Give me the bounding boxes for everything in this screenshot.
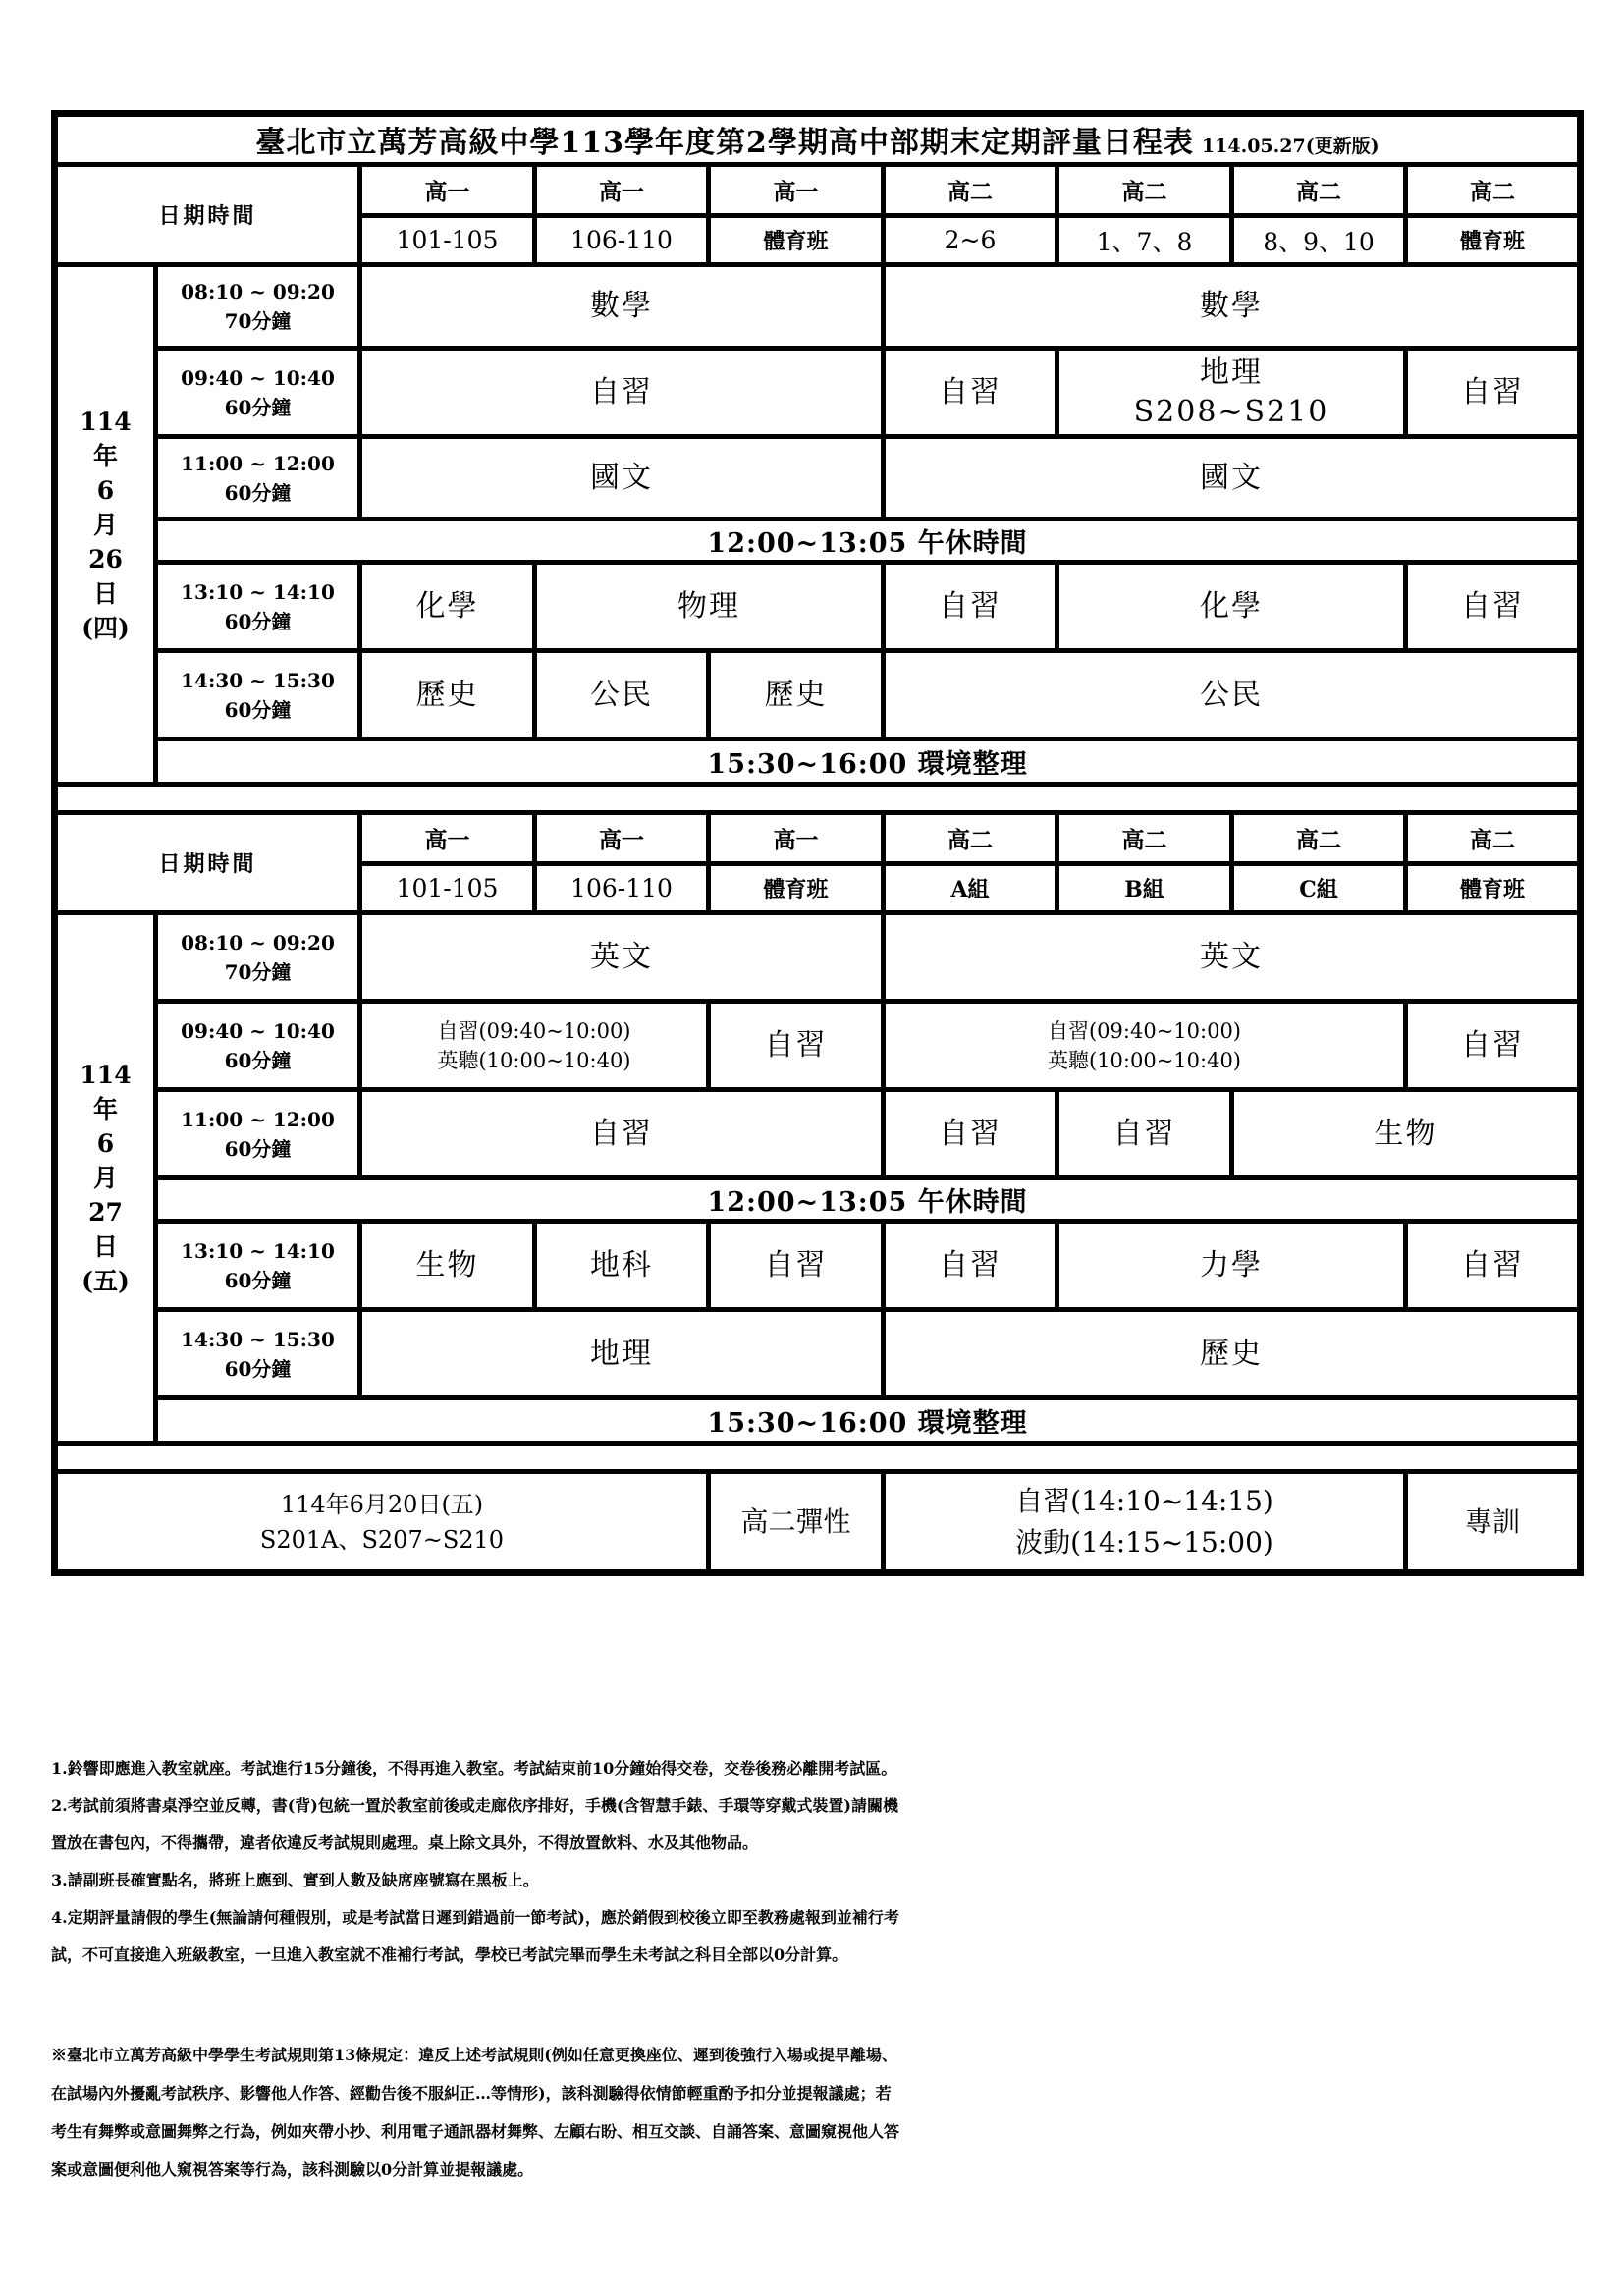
note-line: 置放在書包內，不得攜帶，違者依違反考試規則處理。桌上除文具外，不得放置飲料、水及其他物品。 [51,1833,759,1852]
extra-date: 114年6月20日(五) [280,1490,484,1518]
subject-cell [1057,349,1406,437]
subject-cell [360,1002,709,1090]
class-header: A組 [884,864,1057,913]
day1-period-2 [55,349,1581,437]
class-header: 106-110 [535,864,709,913]
schedule-line: 自習(14:10~14:15) [1015,1484,1273,1517]
day1-period-5 [55,651,1581,739]
date-month: 6 [96,1129,115,1158]
schedule-table [51,110,1584,1576]
subject-cell: 歷史 [884,1310,1581,1398]
date-year-unit: 年 [92,441,118,470]
date-year: 114 [80,1061,132,1089]
day2-lunch-row [55,1178,1581,1222]
class-header: C組 [1232,864,1406,913]
day1-grade-header [55,165,1581,216]
rule-line: 考生有舞弊或意圖舞弊之行為，例如夾帶小抄、利用電子通訊器材舞弊、左顧右盼、相互交談、自誦答案、意圖窺視他人答 [51,2122,900,2141]
subject-cell: 國文 [884,437,1581,519]
subject-cell: 自習 [1406,563,1581,651]
time-range: 08:10 ~ 09:20 [181,930,335,955]
day1-period-4 [55,563,1581,651]
grade-header: 高二 [1232,813,1406,864]
schedule-title [55,114,1581,165]
class-header: 101-105 [360,864,535,913]
date-month-unit: 月 [92,510,118,539]
session-line: 英聽(10:00~10:40) [437,1048,631,1072]
schedule-line: 波動(14:15~15:00) [1015,1525,1273,1558]
date-day: 27 [88,1198,123,1227]
rule-line: 在試場內外擾亂考試秩序、影響他人作答、經勸告後不服糾正…等情形)，該科測驗得依情節輕重酌予扣分並提報議處；若 [51,2084,892,2103]
class-header: 體育班 [1406,216,1581,265]
day2-period-1 [55,913,1581,1002]
subject-cell: 自習 [884,1090,1057,1178]
note-line: 4.定期評量請假的學生(無論請何種假別，或是考試當日遲到錯過前一節考試)，應於銷假到校後立即至教務處報到並補行考 [51,1908,899,1927]
lunch-break: 12:00~13:05 午休時間 [156,1178,1581,1222]
session-line: 自習(09:40~10:00) [1047,1018,1242,1043]
date-time-header: 日期時間 [55,813,360,913]
grade-header: 高二 [1057,165,1232,216]
date-weekday: (五) [81,1267,130,1295]
duration: 60分鐘 [224,1356,292,1381]
subject-cell: 力學 [1057,1222,1406,1310]
date-year-unit: 年 [92,1095,118,1123]
date-month: 6 [96,475,115,505]
subject-cell: 化學 [360,563,535,651]
class-header: 1、7、8 [1057,216,1232,265]
exam-schedule [51,110,1577,1576]
extra-activity: 專訓 [1406,1472,1581,1573]
period-time [156,349,360,437]
title-row [55,114,1581,165]
day2-period-4 [55,1222,1581,1310]
subject-cell: 化學 [1057,563,1406,651]
period-time [156,651,360,739]
subject-cell: 英文 [884,913,1581,1002]
subject-cell: 自習 [709,1222,884,1310]
time-range: 13:10 ~ 14:10 [181,1238,335,1263]
day2-grade-header [55,813,1581,864]
duration: 60分鐘 [224,1268,292,1292]
subject-cell: 物理 [535,563,884,651]
title-main: 臺北市立萬芳高級中學113學年度第2學期高中部期末定期評量日程表 [255,126,1194,160]
spacer-row [55,1444,1581,1472]
day2-period-2 [55,1002,1581,1090]
subject-cell: 生物 [1232,1090,1581,1178]
grade-header: 高二 [1406,813,1581,864]
subject-cell: 數學 [360,265,884,349]
subject-cell: 自習 [1406,1222,1581,1310]
duration: 70分鐘 [224,959,292,984]
room-range: S208~S210 [1133,394,1329,429]
extra-date-rooms [55,1472,709,1573]
note-line: 1.鈴響即應進入教室就座。考試進行15分鐘後，不得再進入教室。考試結束前10分鐘始得交卷，交卷後務必離開考試區。 [51,1759,897,1777]
day1-period-3 [55,437,1581,519]
grade-header: 高二 [884,813,1057,864]
duration: 60分鐘 [224,609,292,633]
session-line: 自習(09:40~10:00) [437,1018,631,1043]
period-time [156,563,360,651]
period-time [156,1090,360,1178]
class-header: 106-110 [535,216,709,265]
date-weekday: (四) [81,613,130,642]
subject-cell: 歷史 [709,651,884,739]
subject-cell: 自習 [1406,349,1581,437]
duration: 60分鐘 [224,395,292,419]
grade-header: 高二 [884,165,1057,216]
grade-header: 高一 [535,165,709,216]
date-day-unit: 日 [92,1232,118,1261]
class-header: 體育班 [1406,864,1581,913]
note-line: 3.請副班長確實點名，將班上應到、實到人數及缺席座號寫在黑板上。 [51,1871,539,1889]
grade-header: 高一 [535,813,709,864]
duration: 70分鐘 [224,309,292,333]
period-time [156,1002,360,1090]
period-time [156,1222,360,1310]
day1-date [55,265,156,785]
subject-cell: 自習 [884,349,1057,437]
subject-cell: 公民 [884,651,1581,739]
note-line: 試，不可直接進入班級教室，一旦進入教室就不准補行考試，學校已考試完畢而學生未考試之科目全部以0分計算。 [51,1945,848,1964]
extra-session-row [55,1472,1581,1573]
subject-cell: 自習 [709,1002,884,1090]
date-month-unit: 月 [92,1164,118,1192]
subject-cell: 國文 [360,437,884,519]
exam-rule-note [51,2036,1583,2189]
subject-cell: 自習 [360,1090,884,1178]
subject-cell: 自習 [1406,1002,1581,1090]
day2-date [55,913,156,1444]
extra-schedule [884,1472,1406,1573]
period-time [156,265,360,349]
subject-cell: 英文 [360,913,884,1002]
time-range: 14:30 ~ 15:30 [181,668,335,692]
grade-header: 高二 [1232,165,1406,216]
day1-cleanup-row [55,739,1581,785]
grade-header: 高二 [1406,165,1581,216]
day2-period-5 [55,1310,1581,1398]
subject-cell: 公民 [535,651,709,739]
subject-cell: 自習 [360,349,884,437]
note-line: 2.考試前須將書桌淨空並反轉，書(背)包統一置於教室前後或走廊依序排好，手機(含智慧手錶、手環等穿戴式裝置)請關機 [51,1796,898,1815]
date-day: 26 [88,544,123,574]
class-header: 2~6 [884,216,1057,265]
class-header: 8、9、10 [1232,216,1406,265]
time-range: 14:30 ~ 15:30 [181,1327,335,1351]
session-line: 英聽(10:00~10:40) [1047,1048,1242,1072]
grade-header: 高二 [1057,813,1232,864]
time-range: 13:10 ~ 14:10 [181,579,335,604]
grade-header: 高一 [360,165,535,216]
grade-header: 高一 [709,165,884,216]
time-range: 11:00 ~ 12:00 [181,451,335,475]
subject-cell: 生物 [360,1222,535,1310]
subject-cell [884,1002,1406,1090]
grade-header: 高一 [360,813,535,864]
lunch-break: 12:00~13:05 午休時間 [156,519,1581,563]
cleanup-time: 15:30~16:00 環境整理 [156,1398,1581,1444]
extra-group: 高二彈性 [709,1472,884,1573]
spacer [55,1444,1581,1472]
duration: 60分鐘 [224,1048,292,1072]
subject-cell: 自習 [884,563,1057,651]
day2-period-3 [55,1090,1581,1178]
date-year: 114 [80,407,132,436]
time-range: 09:40 ~ 10:40 [181,365,335,390]
duration: 60分鐘 [224,1136,292,1161]
rule-line: 案或意圖便利他人窺視答案等行為，該科測驗以0分計算並提報議處。 [51,2160,534,2179]
day2-cleanup-row [55,1398,1581,1444]
time-range: 08:10 ~ 09:20 [181,280,335,303]
title-version: 114.05.27(更新版) [1201,136,1380,157]
class-header: B組 [1057,864,1232,913]
cleanup-time: 15:30~16:00 環境整理 [156,739,1581,785]
time-range: 11:00 ~ 12:00 [181,1107,335,1131]
extra-rooms: S201A、S207~S210 [259,1525,505,1554]
subject-cell: 自習 [1057,1090,1232,1178]
date-day-unit: 日 [92,578,118,608]
subject-cell: 自習 [884,1222,1057,1310]
day1-lunch-row [55,519,1581,563]
grade-header: 高一 [709,813,884,864]
subject-name: 地理 [1200,355,1263,390]
spacer-row [55,785,1581,813]
day1-period-1 [55,265,1581,349]
time-range: 09:40 ~ 10:40 [181,1018,335,1043]
subject-cell: 地理 [360,1310,884,1398]
exam-notes [51,1750,1583,1974]
class-header: 體育班 [709,864,884,913]
class-header: 101-105 [360,216,535,265]
date-time-header: 日期時間 [55,165,360,265]
subject-cell: 地科 [535,1222,709,1310]
rule-line: ※臺北市立萬芳高級中學學生考試規則第13條規定：違反上述考試規則(例如任意更換座位、遲到後強行入場或提早離場、 [51,2046,897,2064]
period-time [156,1310,360,1398]
duration: 60分鐘 [224,697,292,722]
subject-cell: 數學 [884,265,1581,349]
period-time [156,913,360,1002]
period-time [156,437,360,519]
subject-cell: 歷史 [360,651,535,739]
class-header: 體育班 [709,216,884,265]
spacer [55,785,1581,813]
duration: 60分鐘 [224,480,292,505]
